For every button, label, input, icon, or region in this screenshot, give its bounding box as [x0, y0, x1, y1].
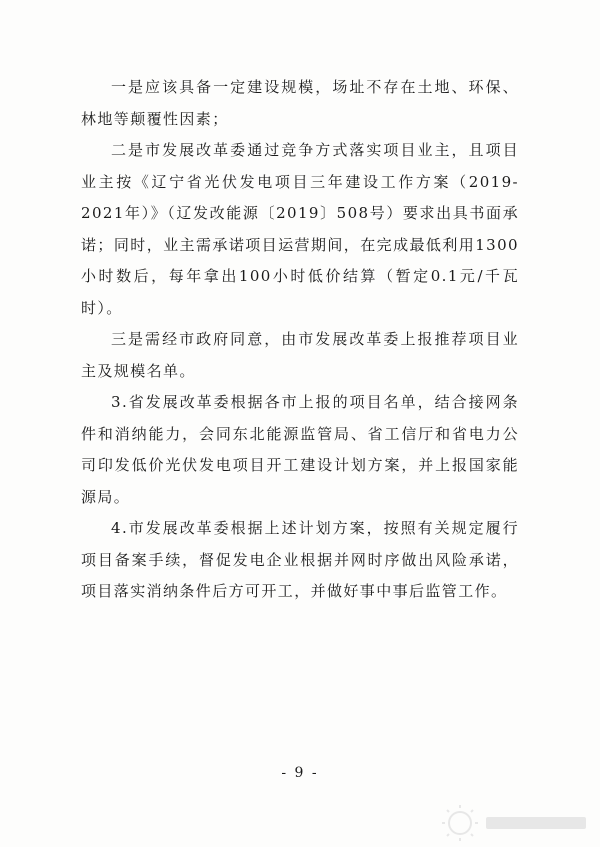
paragraph-step-three: 3.省发展改革委根据各市上报的项目名单，结合接网条件和消纳能力，会同东北能源监管局、省工信厅和省电力公司印发低价光伏发电项目开工建设计划方案，并上报国家能源局。	[81, 393, 519, 506]
paragraph-criterion-two: 二是市发展改革委通过竞争方式落实项目业主，且项目业主按《辽宁省光伏发电项目三年建设工作方案（2019-2021年）》（辽发改能源〔2019〕508号）要求出具书面承诺；同时，业主需承诺项目运营期间，在完成最低利用1300小时数后，每年拿出100小时低价结算（暂定0.1元/千瓦时）。	[81, 141, 519, 317]
paragraph-criterion-one: 一是应该具备一定建设规模，场址不存在土地、环保、林地等颠覆性因素；	[81, 78, 519, 128]
page-number: - 9 -	[281, 765, 319, 781]
paragraph-step-four: 4.市发展改革委根据上述计划方案，按照有关规定履行项目备案手续，督促发电企业根据并网时序做出风险承诺，项目落实消纳条件后方可开工，并做好事中事后监管工作。	[81, 519, 519, 600]
document-body	[81, 72, 519, 608]
paragraph-criterion-three: 三是需经市政府同意，由市发展改革委上报推荐项目业主及规模名单。	[81, 330, 519, 380]
watermark-logo	[442, 805, 592, 841]
